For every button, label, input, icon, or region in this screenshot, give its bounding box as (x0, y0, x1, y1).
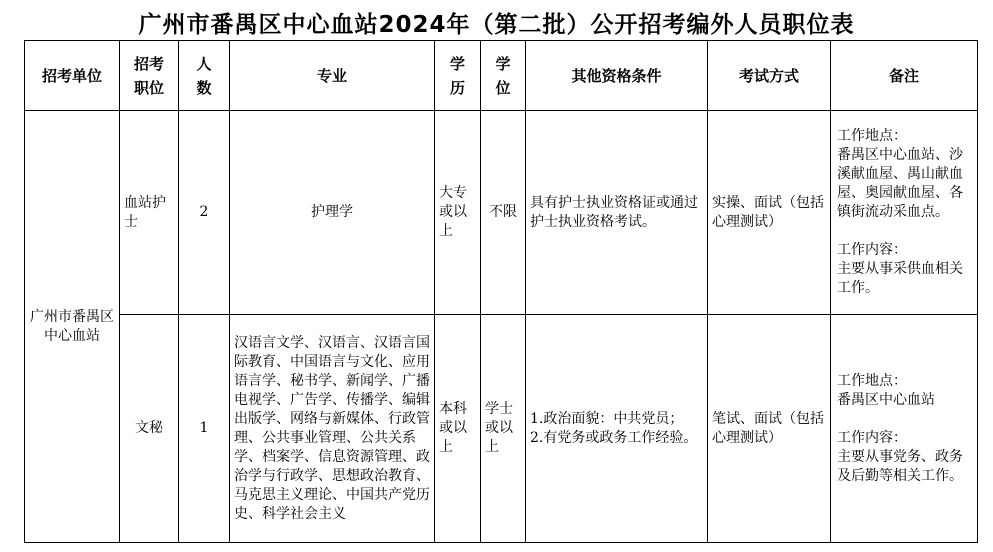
header-education (435, 41, 481, 111)
header-count-line2: 数 (196, 78, 212, 97)
header-education-line2: 历 (449, 78, 465, 97)
header-exam-method: 考试方式 (708, 41, 831, 111)
page-title: 广州市番禺区中心血站2024年（第二批）公开招考编外人员职位表 (138, 12, 855, 38)
notes-location-label: 工作地点： (837, 128, 907, 144)
education-cell: 大专或以上 (435, 111, 481, 315)
header-notes: 备注 (831, 41, 978, 111)
degree-cell: 不限 (481, 111, 526, 315)
notes-content: 主要从事党务、政务及后勤等相关工作。 (837, 448, 963, 484)
major-cell: 汉语言文学、汉语言、汉语言国际教育、中国语言与文化、应用语言学、秘书学、新闻学、广播电视学、广告学、传播学、编辑出版学、网络与新媒体、行政管理、公共事业管理、公共关系学、档案学、信息资源管理、政治学与行政学、思想政治教育、马克思主义理论、中国共产党历史、科学社会主义 (230, 315, 435, 543)
notes-spacer (837, 222, 973, 241)
notes-content-label: 工作内容： (837, 429, 907, 446)
other-requirements-cell: 具有护士执业资格证或通过护士执业资格考试。 (526, 111, 708, 315)
position-cell: 文秘 (120, 315, 179, 543)
count-cell: 2 (179, 111, 230, 315)
notes-cell (831, 111, 978, 315)
unit-cell: 广州市番禺区中心血站 (25, 111, 120, 543)
notes-content-label: 工作内容： (837, 242, 907, 258)
exam-method-cell: 笔试、面试（包括心理测试） (708, 315, 831, 543)
header-position-line2: 职位 (133, 78, 164, 97)
header-education-line1: 学 (449, 54, 465, 73)
degree-cell: 学士或以上 (481, 315, 526, 543)
header-unit: 招考单位 (25, 41, 120, 111)
table-row (25, 111, 978, 315)
header-count-line1: 人 (196, 54, 212, 73)
table-row (25, 315, 978, 543)
header-degree-line2: 位 (495, 78, 511, 97)
notes-location-label: 工作地点： (837, 372, 907, 389)
count-cell: 1 (179, 315, 230, 543)
notes-content: 主要从事采供血相关工作。 (837, 261, 963, 296)
header-count (179, 41, 230, 111)
header-row (25, 41, 978, 111)
major-cell: 护理学 (230, 111, 435, 315)
exam-method-cell: 实操、面试（包括心理测试） (708, 111, 831, 315)
education-cell: 本科或以上 (435, 315, 481, 543)
header-major: 专业 (230, 41, 435, 111)
position-cell: 血站护士 (120, 111, 179, 315)
notes-spacer (837, 410, 973, 429)
notes-cell (831, 315, 978, 543)
header-degree-line1: 学 (495, 54, 511, 73)
position-table (24, 40, 978, 543)
other-requirements-cell: 1.政治面貌：中共党员； 2.有党务或政务工作经验。 (526, 315, 708, 543)
header-position (120, 41, 179, 111)
header-other-requirements: 其他资格条件 (526, 41, 708, 111)
header-degree (481, 41, 526, 111)
notes-location: 番禺区中心血站、沙溪献血屋、禺山献血屋、奥园献血屋、各镇街流动采血点。 (837, 147, 963, 220)
notes-location: 番禺区中心血站 (837, 391, 935, 408)
header-position-line1: 招考 (133, 54, 164, 73)
